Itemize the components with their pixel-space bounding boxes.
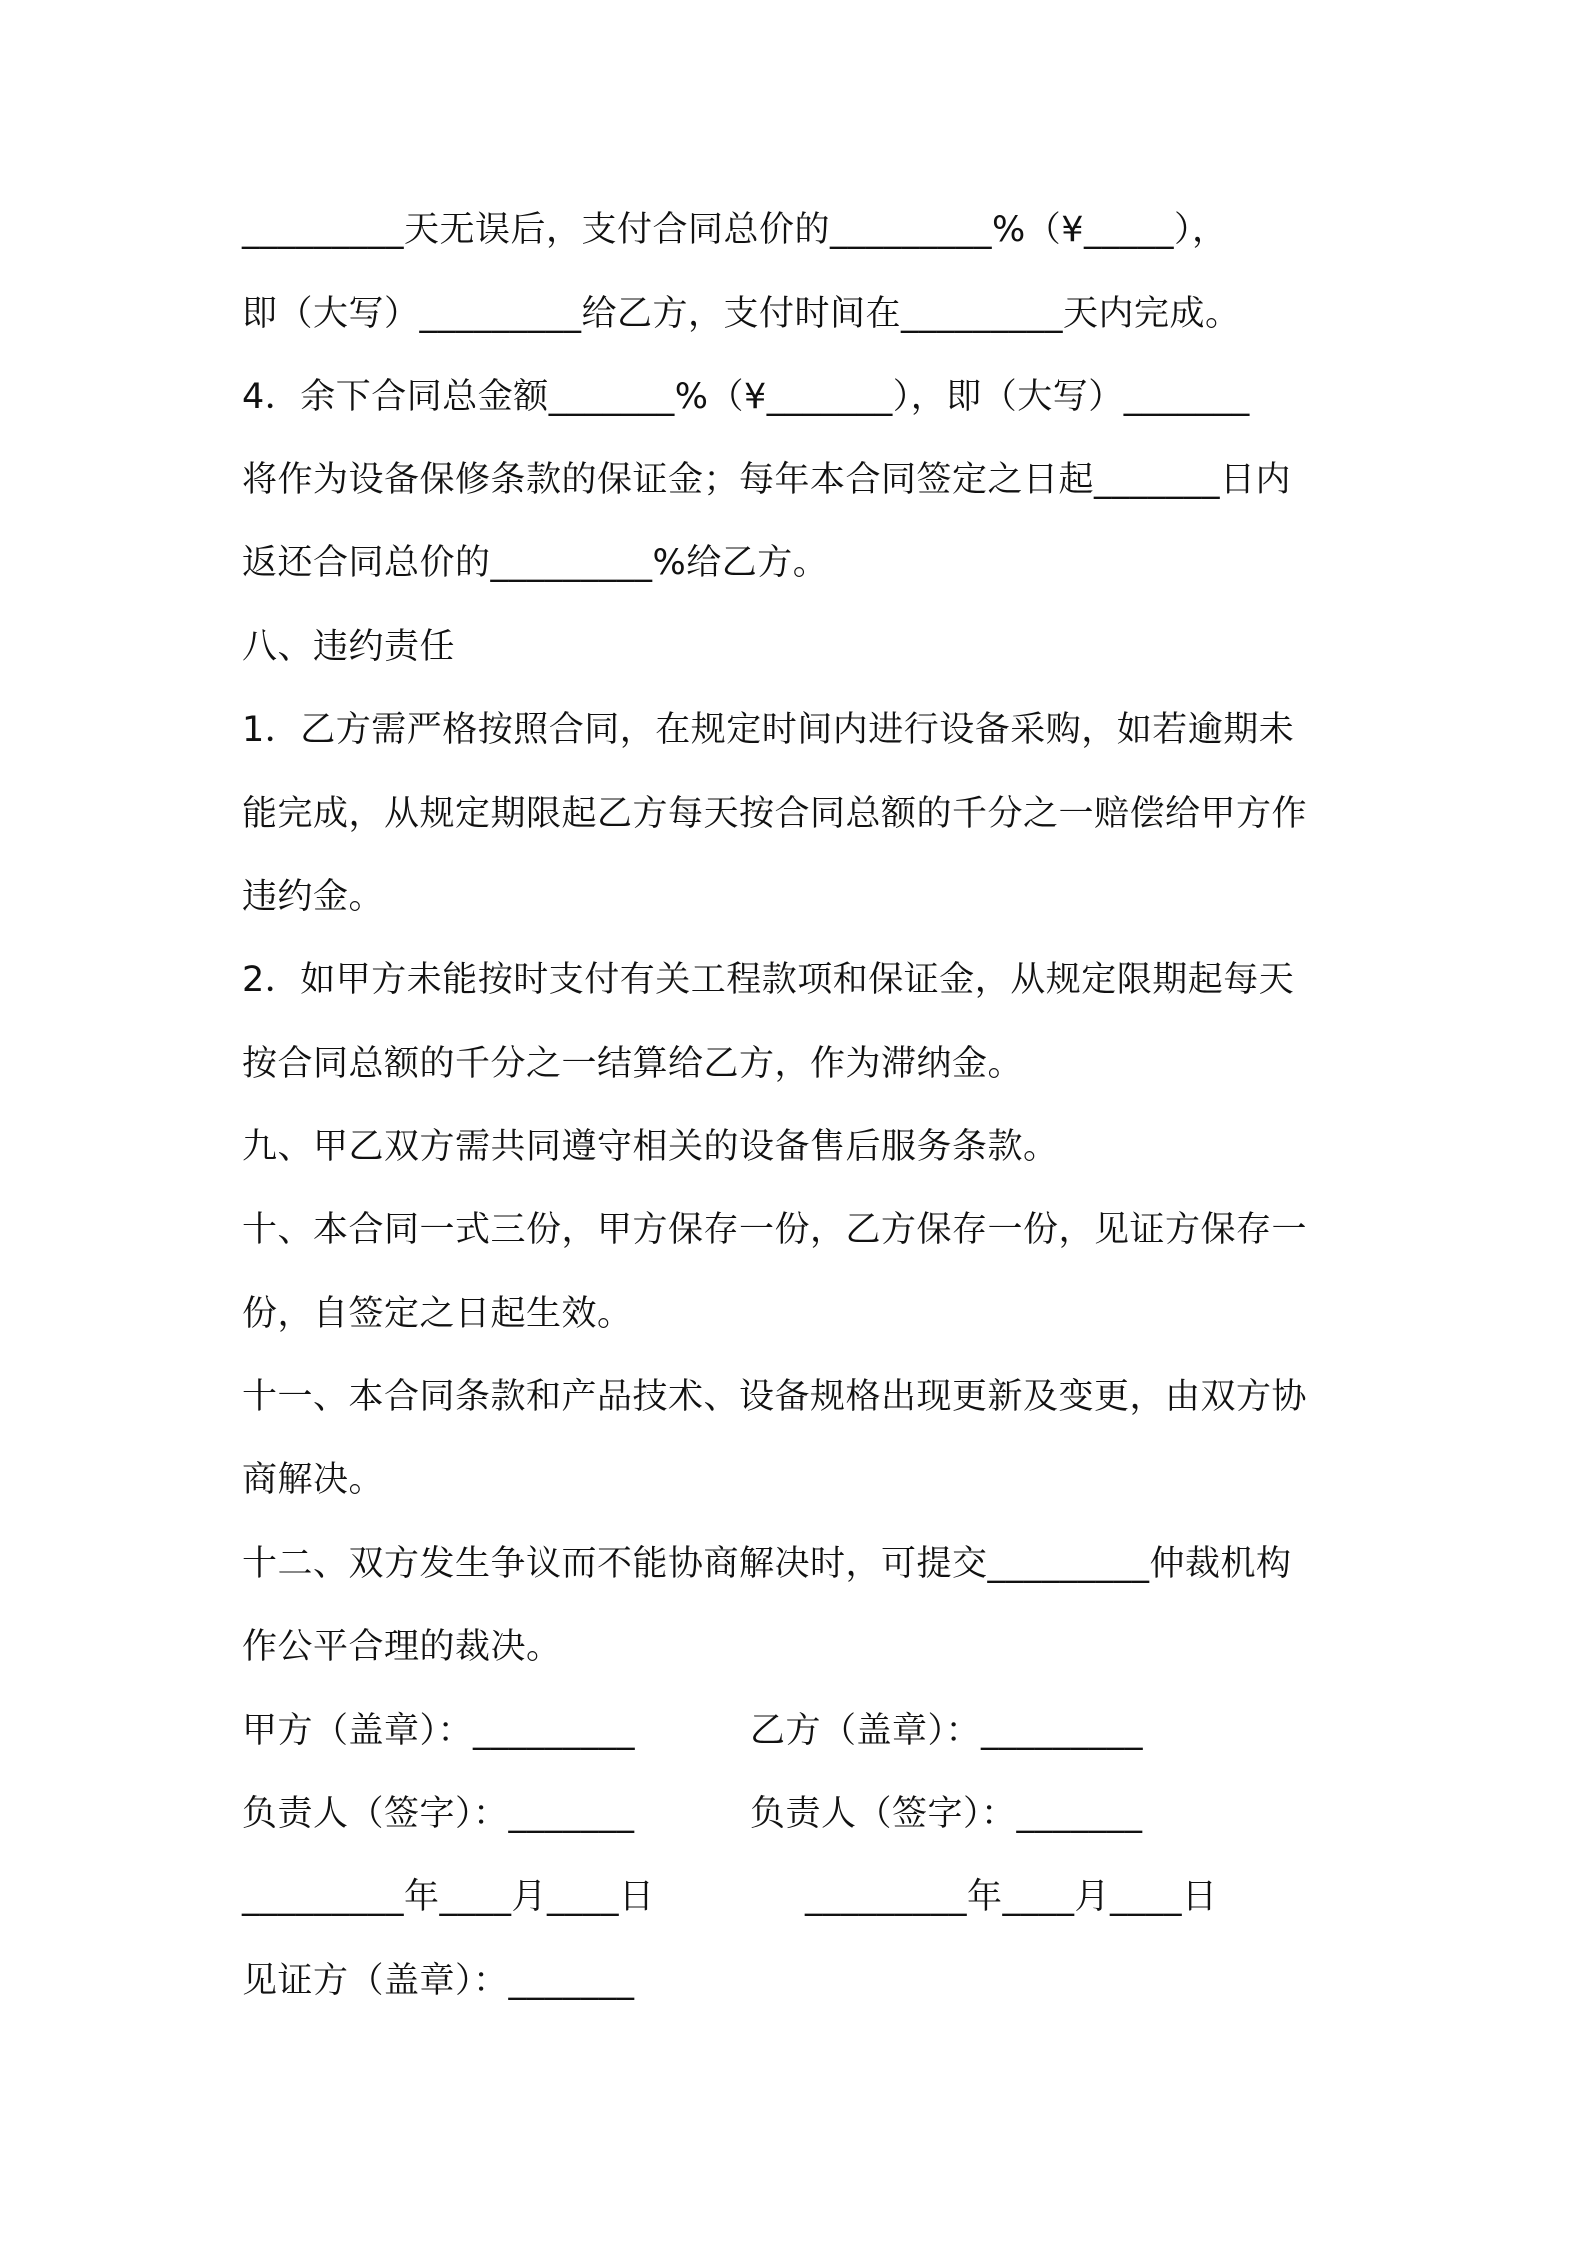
clause-line: 十一、本合同条款和产品技术、设备规格出现更新及变更，由双方协 bbox=[242, 1377, 1308, 1417]
clause-line: 作公平合理的裁决。 bbox=[242, 1627, 562, 1667]
party-a-date-field: _________年____月____日 bbox=[242, 1877, 655, 1917]
clause-line: 4．余下合同总金额_______%（¥_______），即（大写）_______ bbox=[242, 377, 1250, 417]
witness-seal-field: 见证方（盖章）：_______ bbox=[242, 1961, 635, 2001]
clause-line: 九、甲乙双方需共同遵守相关的设备售后服务条款。 bbox=[242, 1127, 1059, 1167]
party-b-seal-field: 乙方（盖章）：_________ bbox=[750, 1711, 1144, 1751]
clause-line: 商解决。 bbox=[242, 1460, 385, 1500]
clause-line: 2．如甲方未能按时支付有关工程款项和保证金，从规定限期起每天 bbox=[242, 960, 1295, 1000]
clause-line: 按合同总额的千分之一结算给乙方，作为滞纳金。 bbox=[242, 1044, 1024, 1084]
clause-line: 违约金。 bbox=[242, 877, 385, 917]
clause-line: 十、本合同一式三份，甲方保存一份，乙方保存一份，见证方保存一 bbox=[242, 1210, 1308, 1250]
clause-line: 份，自签定之日起生效。 bbox=[242, 1294, 633, 1334]
clause-line: 将作为设备保修条款的保证金；每年本合同签定之日起_______日内 bbox=[242, 460, 1292, 500]
party-a-signer-field: 负责人（签字）：_______ bbox=[242, 1794, 635, 1834]
clause-line: 即（大写）_________给乙方，支付时间在_________天内完成。 bbox=[242, 294, 1241, 334]
clause-line: 能完成，从规定期限起乙方每天按合同总额的千分之一赔偿给甲方作 bbox=[242, 794, 1308, 834]
clause-line: _________天无误后，支付合同总价的_________%（¥_____）， bbox=[242, 210, 1228, 250]
clause-line: 十二、双方发生争议而不能协商解决时，可提交_________仲裁机构 bbox=[242, 1544, 1292, 1584]
party-a-seal-field: 甲方（盖章）：_________ bbox=[242, 1711, 636, 1751]
clause-line: 返还合同总价的_________%给乙方。 bbox=[242, 543, 829, 583]
section-heading: 八、违约责任 bbox=[242, 627, 456, 667]
party-b-signer-field: 负责人（签字）：_______ bbox=[750, 1794, 1143, 1834]
clause-line: 1．乙方需严格按照合同，在规定时间内进行设备采购，如若逾期未 bbox=[242, 710, 1295, 750]
party-b-date-field: _________年____月____日 bbox=[805, 1877, 1218, 1917]
